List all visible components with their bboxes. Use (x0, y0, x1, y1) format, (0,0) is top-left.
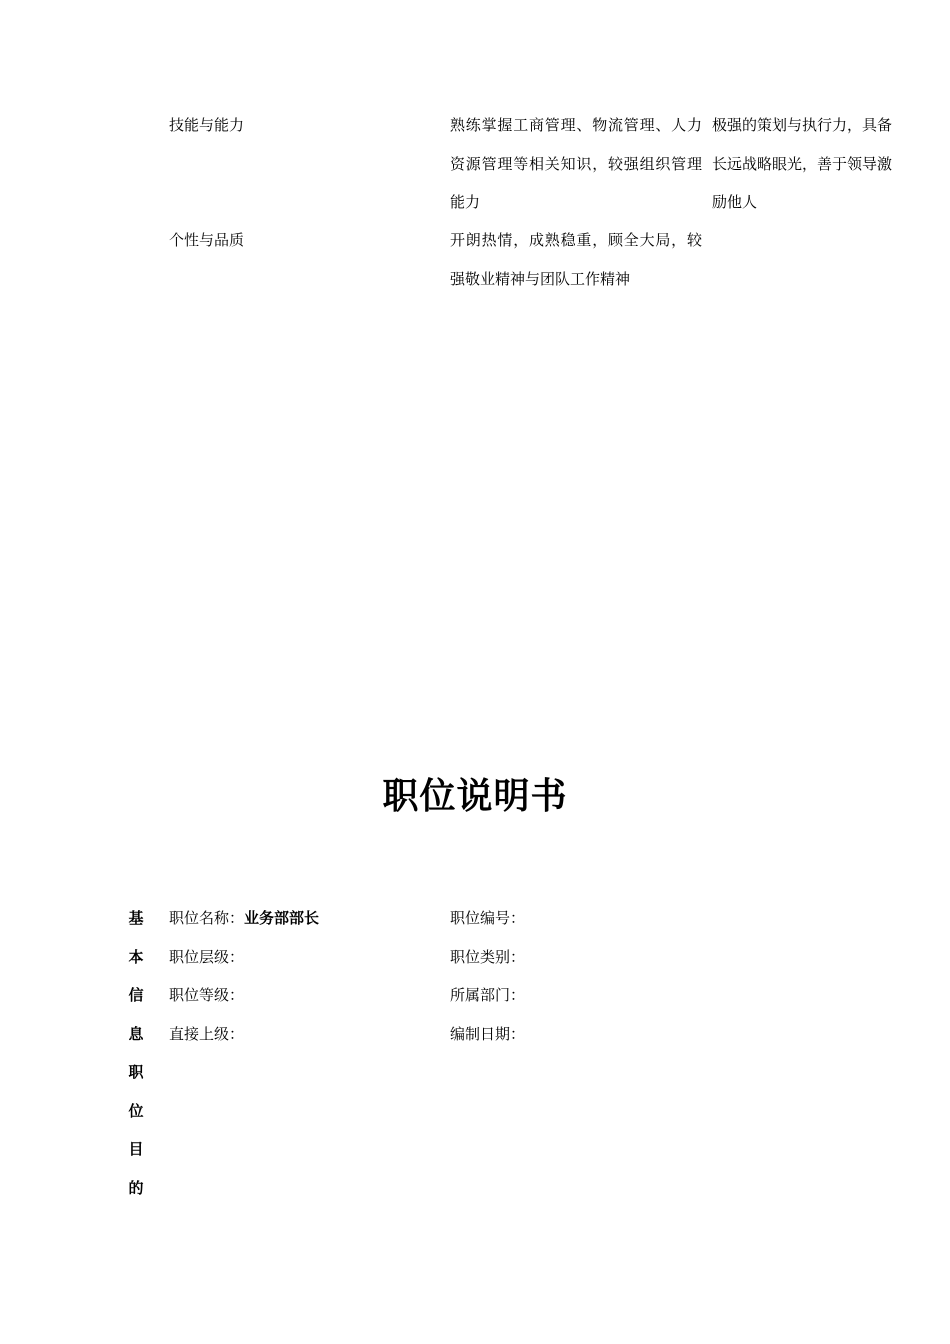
side-char: 信 (128, 986, 144, 1004)
side-char: 基 (128, 909, 144, 927)
side-char: 息 (128, 1024, 144, 1043)
compile-date-label: 编制日期： (450, 1024, 526, 1043)
row-label-personality: 个性与品质 (169, 231, 245, 249)
position-name-value: 业务部部长 (244, 909, 320, 927)
row-requirement-personality: 开朗热情，成熟稳重，顾全大局，较强敬业精神与团队工作精神 (450, 231, 702, 288)
position-name-field (169, 899, 409, 938)
side-char: 位 (128, 1101, 144, 1120)
row-label-skills: 技能与能力 (169, 116, 245, 134)
department-label: 所属部门： (450, 986, 526, 1004)
position-name-label: 职位名称： (169, 909, 245, 927)
page-title: 职位说明书 (382, 775, 568, 817)
position-level-label: 职位层级： (169, 947, 245, 966)
side-char: 本 (128, 947, 144, 966)
side-char: 的 (128, 1178, 144, 1197)
position-category-label: 职位类别： (450, 947, 526, 966)
side-char: 目 (128, 1140, 144, 1158)
position-no-label: 职位编号： (450, 909, 526, 927)
side-char: 职 (128, 1063, 144, 1081)
row-extra-skills: 极强的策划与执行力，具备长远战略眼光，善于领导激励他人 (712, 116, 893, 211)
row-requirement-skills: 熟练掌握工商管理、物流管理、人力资源管理等相关知识，较强组织管理能力 (450, 116, 702, 211)
position-grade-label: 职位等级： (169, 986, 245, 1004)
direct-superior-label: 直接上级： (169, 1024, 245, 1043)
